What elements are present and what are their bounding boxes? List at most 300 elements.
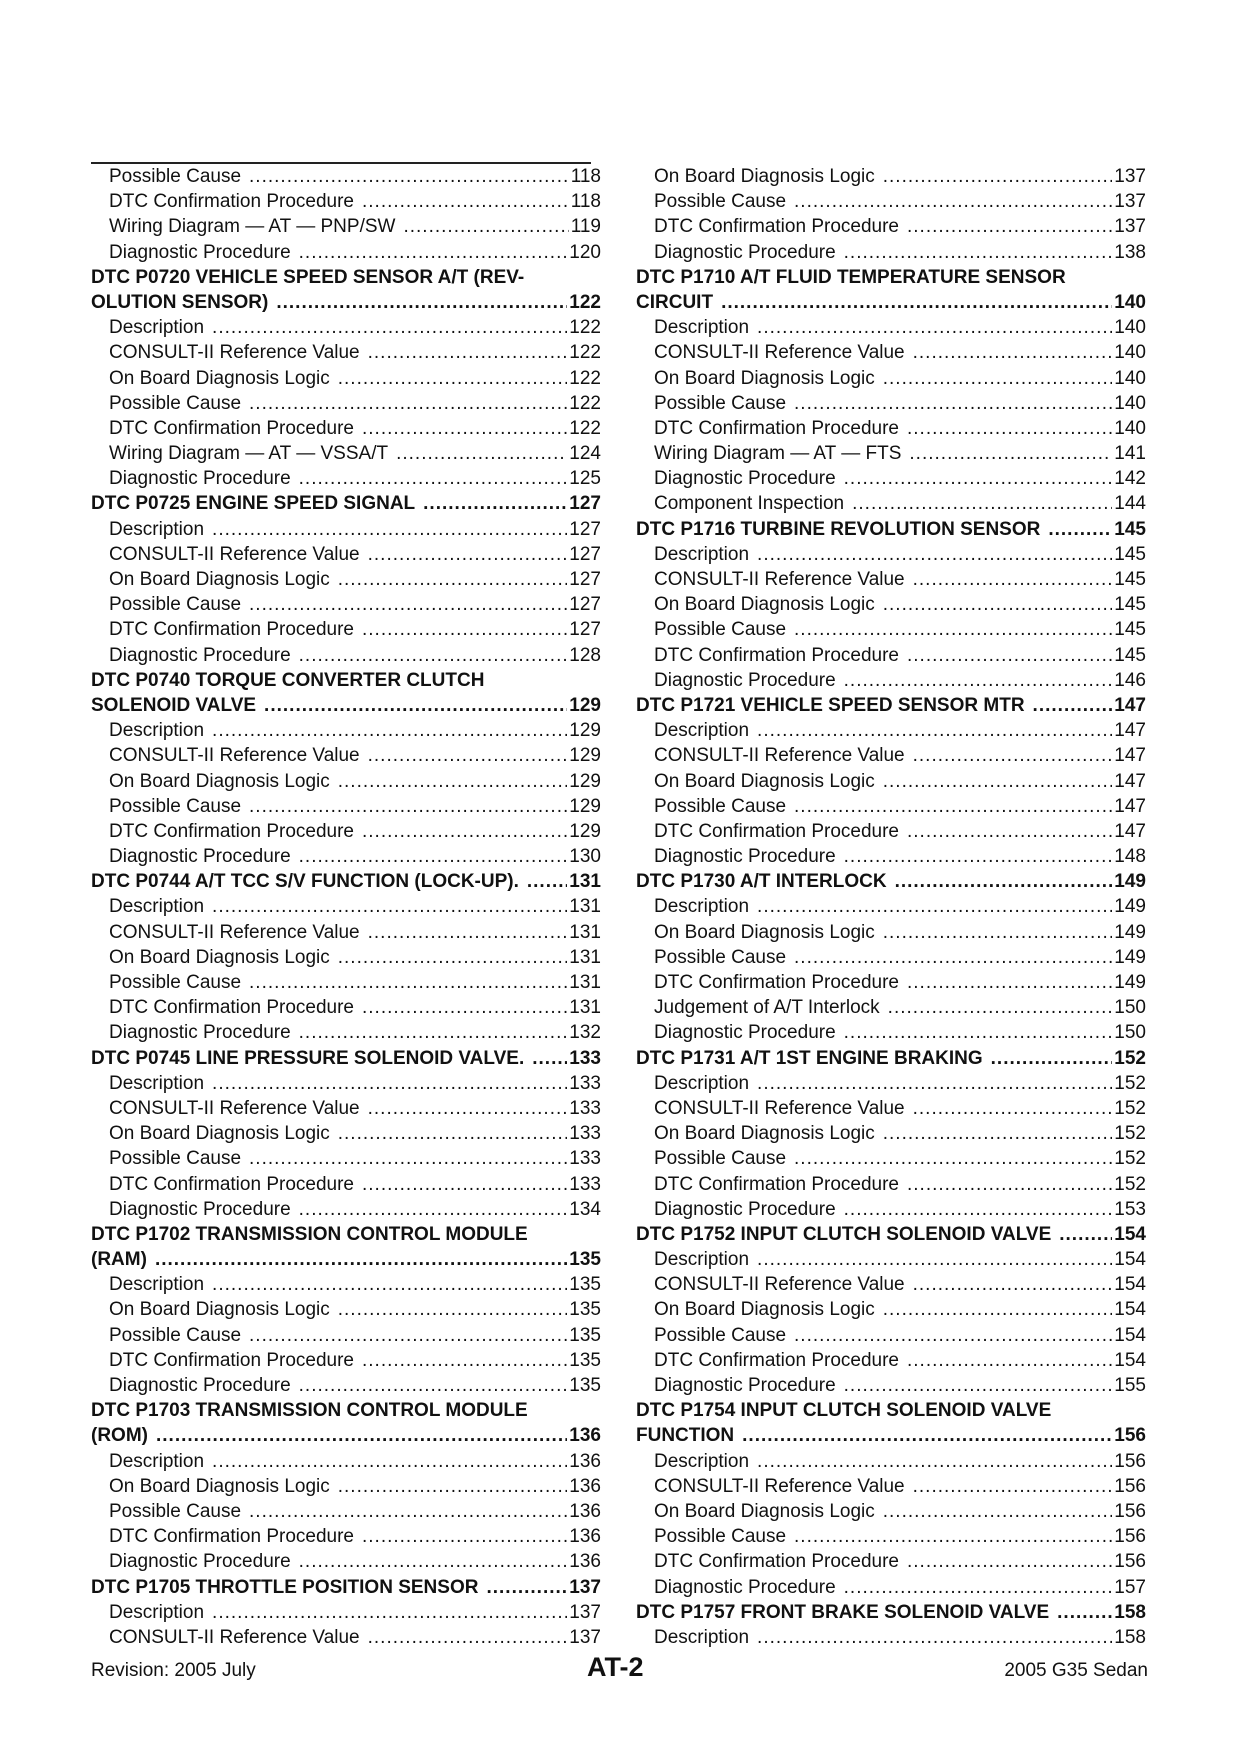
toc-dot-leader [883, 1297, 1113, 1322]
toc-right-column [636, 164, 1146, 1650]
toc-entry[interactable] [636, 214, 1146, 239]
toc-entry[interactable] [91, 214, 601, 239]
toc-page-number: 135 [569, 1349, 601, 1371]
toc-dot-leader [794, 391, 1112, 416]
toc-dot-leader [249, 1146, 567, 1171]
toc-entry[interactable] [636, 189, 1146, 214]
toc-entry[interactable] [636, 592, 1146, 617]
toc-dot-leader [155, 1247, 567, 1272]
toc-page-number: 137 [569, 1601, 601, 1623]
toc-entry[interactable] [636, 441, 1146, 466]
toc-page-number: 147 [1114, 720, 1146, 742]
toc-entry[interactable] [636, 1449, 1146, 1474]
toc-entry[interactable] [91, 441, 601, 466]
toc-left-column [91, 164, 601, 1650]
toc-heading-entry[interactable] [91, 693, 601, 718]
toc-entry[interactable] [91, 1272, 601, 1297]
toc-dot-leader [212, 517, 567, 542]
toc-entry[interactable] [636, 970, 1146, 995]
toc-entry[interactable] [91, 743, 601, 768]
toc-page-number: 128 [569, 644, 601, 666]
toc-entry[interactable] [91, 240, 601, 265]
toc-entry-title: On Board Diagnosis Logic [109, 367, 330, 389]
toc-dot-leader [757, 1247, 1112, 1272]
toc-entry[interactable] [636, 466, 1146, 491]
toc-entry-title: On Board Diagnosis Logic [109, 569, 330, 590]
toc-entry[interactable] [636, 542, 1146, 567]
toc-dot-leader [757, 542, 1112, 567]
toc-entry[interactable] [91, 894, 601, 919]
toc-dot-leader [368, 542, 568, 567]
toc-entry[interactable] [636, 491, 1146, 516]
toc-entry-title: CONSULT-II Reference Value [109, 543, 360, 565]
toc-entry[interactable] [91, 1524, 601, 1549]
toc-page-number: 130 [569, 846, 601, 868]
toc-page-number: 140 [1114, 317, 1146, 339]
toc-heading-entry[interactable] [636, 869, 1146, 894]
toc-entry[interactable] [91, 1172, 601, 1197]
toc-page-number: 127 [569, 569, 601, 590]
toc-entry[interactable] [636, 1247, 1146, 1272]
toc-dot-leader [883, 1499, 1113, 1524]
toc-dot-leader [794, 945, 1112, 970]
toc-dot-leader [368, 1625, 568, 1650]
toc-entry[interactable] [636, 844, 1146, 869]
toc-entry[interactable] [91, 617, 601, 642]
toc-dot-leader [368, 743, 568, 768]
toc-entry-title: CONSULT-II Reference Value [109, 1097, 360, 1119]
toc-entry-title: Diagnostic Procedure [109, 468, 291, 490]
toc-entry-title: Possible Cause [109, 1324, 242, 1346]
toc-page-number: 134 [569, 1198, 601, 1220]
toc-entry[interactable] [636, 1297, 1146, 1322]
toc-heading-entry[interactable] [91, 668, 601, 693]
toc-page-number: 150 [1114, 1022, 1146, 1044]
toc-page-number: 118 [570, 191, 601, 213]
toc-dot-leader [907, 1348, 1112, 1373]
toc-dot-leader [757, 1625, 1112, 1650]
toc-page-number: 122 [569, 291, 601, 313]
toc-entry-title: On Board Diagnosis Logic [654, 921, 875, 943]
toc-dot-leader [212, 1071, 567, 1096]
toc-dot-leader [907, 970, 1112, 995]
toc-page-number: 154 [1114, 1274, 1146, 1296]
toc-dot-leader [362, 617, 567, 642]
toc-heading-entry[interactable] [636, 290, 1146, 315]
toc-entry-title: DTC Confirmation Procedure [109, 619, 354, 641]
toc-dot-leader [249, 794, 567, 819]
toc-dot-leader [883, 1121, 1113, 1146]
toc-page-number: 129 [569, 694, 601, 716]
toc-heading-entry[interactable] [91, 1423, 601, 1448]
toc-entry-title: Possible Cause [109, 1500, 242, 1522]
toc-entry-title: DTC Confirmation Procedure [109, 1526, 354, 1548]
toc-entry[interactable] [91, 466, 601, 491]
toc-dot-leader [338, 1474, 568, 1499]
toc-entry-title: DTC P0725 ENGINE SPEED SIGNAL [91, 493, 416, 515]
toc-entry-title: DTC P1702 TRANSMISSION CONTROL MODULE [91, 1223, 528, 1245]
toc-heading-entry[interactable] [636, 1398, 1146, 1423]
toc-entry[interactable] [91, 391, 601, 416]
toc-page-number: 156 [1114, 1500, 1146, 1522]
toc-entry-title: On Board Diagnosis Logic [654, 594, 875, 616]
toc-dot-leader [844, 844, 1113, 869]
toc-entry[interactable] [636, 240, 1146, 265]
toc-entry[interactable] [636, 1071, 1146, 1096]
toc-page-number: 152 [1114, 1123, 1146, 1145]
toc-dot-leader [794, 617, 1112, 642]
toc-entry[interactable] [91, 592, 601, 617]
toc-page-number: 152 [1114, 1173, 1146, 1195]
toc-entry[interactable] [91, 819, 601, 844]
toc-entry[interactable] [636, 1549, 1146, 1574]
toc-entry[interactable] [636, 366, 1146, 391]
toc-entry[interactable] [636, 1121, 1146, 1146]
toc-entry-title: Possible Cause [654, 392, 787, 414]
toc-dot-leader [249, 592, 567, 617]
toc-entry-title: DTC Confirmation Procedure [654, 820, 899, 842]
toc-entry[interactable] [91, 1020, 601, 1045]
toc-dot-leader [212, 315, 567, 340]
toc-heading-entry[interactable] [91, 1398, 601, 1423]
toc-dot-leader [212, 1272, 567, 1297]
toc-entry[interactable] [636, 391, 1146, 416]
toc-entry[interactable] [636, 1373, 1146, 1398]
toc-page-number: 129 [569, 770, 601, 792]
toc-entry-title: Possible Cause [109, 392, 242, 414]
toc-entry[interactable] [91, 1197, 601, 1222]
toc-entry[interactable] [636, 164, 1146, 189]
toc-entry-title: Description [654, 1626, 750, 1648]
toc-entry[interactable] [91, 340, 601, 365]
toc-page-number: 122 [569, 417, 601, 439]
toc-page-number: 152 [1114, 1097, 1146, 1119]
toc-dot-leader [249, 970, 567, 995]
toc-entry-title: Diagnostic Procedure [109, 1375, 291, 1396]
toc-entry-title: Diagnostic Procedure [654, 241, 836, 263]
toc-entry[interactable] [91, 567, 601, 592]
toc-page-number: 154 [1114, 1349, 1146, 1371]
toc-entry[interactable] [636, 1272, 1146, 1297]
toc-entry[interactable] [91, 1625, 601, 1650]
toc-entry[interactable] [636, 794, 1146, 819]
toc-entry-title: Diagnostic Procedure [654, 1022, 836, 1044]
toc-entry[interactable] [636, 617, 1146, 642]
toc-entry-title: Component Inspection [654, 493, 845, 515]
toc-entry-title: Possible Cause [654, 795, 787, 817]
toc-entry[interactable] [91, 1146, 601, 1171]
toc-entry[interactable] [636, 1499, 1146, 1524]
toc-entry[interactable] [636, 1323, 1146, 1348]
toc-entry[interactable] [636, 416, 1146, 441]
toc-dot-leader [913, 1272, 1113, 1297]
toc-heading-entry[interactable] [91, 1247, 601, 1272]
toc-heading-entry[interactable] [636, 1046, 1146, 1071]
toc-dot-leader [396, 441, 567, 466]
toc-entry-title: Wiring Diagram — AT — VSSA/T [109, 443, 389, 465]
toc-entry[interactable] [91, 643, 601, 668]
toc-page-number: 140 [1114, 342, 1146, 364]
toc-entry-title: DTC P1730 A/T INTERLOCK [636, 871, 887, 893]
toc-entry-title: CONSULT-II Reference Value [654, 1475, 905, 1497]
toc-entry[interactable] [636, 340, 1146, 365]
toc-page-number: 149 [1114, 921, 1146, 943]
toc-entry-title: DTC Confirmation Procedure [109, 1349, 354, 1371]
toc-page-number: 136 [569, 1500, 601, 1522]
toc-entry-title: Diagnostic Procedure [109, 1022, 291, 1044]
toc-dot-leader [907, 819, 1112, 844]
toc-entry[interactable] [91, 970, 601, 995]
toc-entry[interactable] [91, 1449, 601, 1474]
toc-entry-title: Description [654, 317, 750, 339]
toc-entry-title: (ROM) [91, 1425, 148, 1447]
toc-entry[interactable] [636, 1348, 1146, 1373]
toc-entry-title: DTC P1710 A/T FLUID TEMPERATURE SENSOR [636, 266, 1066, 288]
toc-page-number: 122 [569, 392, 601, 414]
toc-page-number: 135 [569, 1299, 601, 1321]
toc-page-number: 146 [1114, 669, 1146, 691]
toc-dot-leader [362, 1172, 567, 1197]
toc-entry[interactable] [636, 743, 1146, 768]
toc-dot-leader [299, 1020, 568, 1045]
toc-dot-leader [844, 1575, 1113, 1600]
toc-dot-leader [913, 340, 1113, 365]
toc-page-number: 135 [569, 1375, 601, 1396]
toc-entry[interactable] [636, 1524, 1146, 1549]
toc-page-number: 140 [1114, 417, 1146, 439]
toc-dot-leader [909, 441, 1112, 466]
toc-entry[interactable] [91, 1600, 601, 1625]
toc-page-number: 145 [1114, 594, 1146, 616]
toc-heading-entry[interactable] [91, 1575, 601, 1600]
toc-entry[interactable] [91, 1323, 601, 1348]
toc-dot-leader [299, 844, 568, 869]
toc-entry[interactable] [636, 1020, 1146, 1045]
toc-entry-title: Diagnostic Procedure [109, 644, 291, 666]
toc-entry-title: CONSULT-II Reference Value [109, 921, 360, 943]
toc-entry-title: FUNCTION [636, 1425, 735, 1447]
toc-entry[interactable] [91, 769, 601, 794]
toc-heading-entry[interactable] [91, 1046, 601, 1071]
toc-entry-title: SOLENOID VALVE [91, 694, 257, 716]
toc-entry-title: Description [109, 1450, 205, 1472]
toc-heading-entry[interactable] [636, 517, 1146, 542]
toc-page-number: 156 [1114, 1450, 1146, 1472]
toc-page-number: 155 [1114, 1375, 1146, 1396]
toc-page-number: 141 [1114, 443, 1146, 465]
toc-entry[interactable] [636, 643, 1146, 668]
toc-entry[interactable] [636, 315, 1146, 340]
toc-entry[interactable] [91, 920, 601, 945]
toc-entry[interactable] [636, 567, 1146, 592]
toc-entry[interactable] [91, 718, 601, 743]
toc-entry[interactable] [91, 1373, 601, 1398]
toc-page-number: 158 [1114, 1626, 1146, 1648]
toc-entry[interactable] [636, 894, 1146, 919]
toc-entry[interactable] [636, 1625, 1146, 1650]
toc-heading-entry[interactable] [91, 869, 601, 894]
toc-page-number: 152 [1114, 1072, 1146, 1094]
toc-page-number: 154 [1114, 1299, 1146, 1321]
toc-entry-title: Description [109, 1072, 205, 1094]
toc-dot-leader [844, 240, 1113, 265]
toc-page-number: 131 [569, 946, 601, 968]
toc-entry[interactable] [636, 945, 1146, 970]
toc-heading-entry[interactable] [636, 693, 1146, 718]
toc-entry[interactable] [636, 1172, 1146, 1197]
toc-entry-title: CONSULT-II Reference Value [654, 342, 905, 364]
toc-entry[interactable] [636, 718, 1146, 743]
toc-page-number: 152 [1114, 1047, 1146, 1069]
toc-dot-leader [883, 592, 1113, 617]
toc-entry-title: Possible Cause [654, 1324, 787, 1346]
toc-entry[interactable] [91, 189, 601, 214]
toc-entry-title: Description [654, 543, 750, 565]
toc-entry-title: DTC Confirmation Procedure [109, 191, 354, 213]
toc-page-number: 154 [1114, 1223, 1146, 1245]
toc-page-number: 127 [569, 543, 601, 565]
toc-dot-leader [757, 894, 1112, 919]
toc-page-number: 153 [1114, 1198, 1146, 1220]
toc-dot-leader [338, 1297, 568, 1322]
toc-page-number: 137 [1114, 166, 1146, 187]
toc-entry-title: Description [654, 1450, 750, 1472]
toc-page-number: 147 [1114, 694, 1146, 716]
toc-entry[interactable] [636, 1096, 1146, 1121]
toc-page-number: 131 [569, 871, 601, 893]
toc-entry-title: Judgement of A/T Interlock [654, 997, 880, 1019]
toc-dot-leader [299, 643, 568, 668]
toc-entry[interactable] [91, 1121, 601, 1146]
toc-entry[interactable] [91, 164, 601, 189]
toc-page-number: 124 [569, 443, 601, 465]
toc-page-number: 119 [570, 216, 601, 238]
toc-entry[interactable] [91, 315, 601, 340]
toc-entry[interactable] [91, 1348, 601, 1373]
toc-page-number: 147 [1114, 820, 1146, 842]
toc-dot-leader [156, 1423, 567, 1448]
toc-entry[interactable] [91, 1499, 601, 1524]
toc-entry-title: (RAM) [91, 1249, 147, 1271]
toc-dot-leader [757, 718, 1112, 743]
toc-heading-entry[interactable] [636, 1600, 1146, 1625]
toc-dot-leader [883, 769, 1113, 794]
toc-entry-title: DTC Confirmation Procedure [654, 1173, 899, 1195]
toc-entry-title: DTC P1716 TURBINE REVOLUTION SENSOR [636, 518, 1041, 540]
toc-page-number: 127 [569, 619, 601, 641]
footer-page-number: AT-2 [587, 1652, 644, 1682]
toc-entry-title: Description [109, 720, 205, 742]
toc-dot-leader [757, 1449, 1112, 1474]
toc-entry-title: Diagnostic Procedure [654, 669, 836, 691]
toc-entry-title: DTC Confirmation Procedure [654, 644, 899, 666]
toc-entry[interactable] [91, 945, 601, 970]
toc-heading-entry[interactable] [91, 265, 601, 290]
toc-entry[interactable] [91, 1549, 601, 1574]
toc-entry[interactable] [91, 1071, 601, 1096]
toc-page-number: 158 [1114, 1601, 1146, 1623]
toc-entry[interactable] [636, 1575, 1146, 1600]
toc-entry[interactable] [91, 794, 601, 819]
toc-page-number: 136 [569, 1551, 601, 1573]
toc-page-number: 150 [1114, 997, 1146, 1019]
toc-entry[interactable] [91, 416, 601, 441]
toc-dot-leader [844, 1197, 1113, 1222]
toc-page-number: 149 [1114, 972, 1146, 993]
toc-page-number: 136 [569, 1475, 601, 1497]
toc-entry[interactable] [636, 668, 1146, 693]
toc-entry-title: CONSULT-II Reference Value [654, 1097, 905, 1119]
toc-entry-title: Description [109, 317, 205, 339]
toc-entry[interactable] [91, 844, 601, 869]
toc-entry[interactable] [91, 995, 601, 1020]
toc-entry-title: DTC Confirmation Procedure [109, 820, 354, 842]
toc-entry[interactable] [636, 1474, 1146, 1499]
toc-entry[interactable] [636, 819, 1146, 844]
toc-page-number: 127 [569, 493, 601, 515]
toc-entry[interactable] [91, 542, 601, 567]
toc-heading-entry[interactable] [636, 1423, 1146, 1448]
toc-dot-leader [757, 1071, 1112, 1096]
toc-entry[interactable] [636, 920, 1146, 945]
toc-entry[interactable] [91, 517, 601, 542]
toc-entry-title: On Board Diagnosis Logic [654, 1500, 875, 1522]
toc-dot-leader [249, 1323, 567, 1348]
toc-entry[interactable] [636, 995, 1146, 1020]
toc-entry[interactable] [636, 1146, 1146, 1171]
toc-dot-leader [844, 466, 1113, 491]
toc-entry[interactable] [636, 769, 1146, 794]
toc-page-number: 131 [569, 972, 601, 993]
toc-entry-title: Diagnostic Procedure [109, 241, 291, 263]
toc-entry[interactable] [636, 1197, 1146, 1222]
toc-entry-title: Description [654, 1249, 750, 1271]
toc-heading-entry[interactable] [91, 1222, 601, 1247]
toc-page-number: 136 [569, 1425, 601, 1447]
toc-dot-leader [212, 1600, 567, 1625]
toc-entry[interactable] [91, 366, 601, 391]
toc-entry[interactable] [91, 1297, 601, 1322]
toc-heading-entry[interactable] [91, 491, 601, 516]
toc-entry-title: Possible Cause [654, 1148, 787, 1170]
toc-dot-leader [907, 1172, 1112, 1197]
toc-page-number: 133 [569, 1072, 601, 1094]
toc-entry-title: On Board Diagnosis Logic [109, 770, 330, 792]
toc-dot-leader [362, 416, 567, 441]
toc-heading-entry[interactable] [636, 265, 1146, 290]
toc-entry-title: DTC Confirmation Procedure [109, 1173, 354, 1195]
toc-page-number: 154 [1114, 1249, 1146, 1271]
toc-entry-title: CONSULT-II Reference Value [654, 569, 905, 590]
toc-entry[interactable] [91, 1096, 601, 1121]
toc-page-number: 136 [569, 1450, 601, 1472]
toc-dot-leader [1048, 517, 1112, 542]
toc-entry-title: DTC Confirmation Procedure [654, 216, 899, 238]
toc-entry-title: On Board Diagnosis Logic [654, 1123, 875, 1145]
toc-dot-leader [844, 1373, 1113, 1398]
toc-heading-entry[interactable] [91, 290, 601, 315]
toc-page-number: 149 [1114, 871, 1146, 893]
toc-heading-entry[interactable] [636, 1222, 1146, 1247]
toc-dot-leader [249, 1499, 567, 1524]
toc-entry-title: Diagnostic Procedure [109, 1551, 291, 1573]
toc-page-number: 140 [1114, 392, 1146, 414]
toc-entry-title: CONSULT-II Reference Value [109, 1626, 360, 1648]
toc-dot-leader [276, 290, 567, 315]
toc-entry-title: Possible Cause [109, 166, 242, 187]
toc-entry[interactable] [91, 1474, 601, 1499]
toc-dot-leader [527, 869, 567, 894]
